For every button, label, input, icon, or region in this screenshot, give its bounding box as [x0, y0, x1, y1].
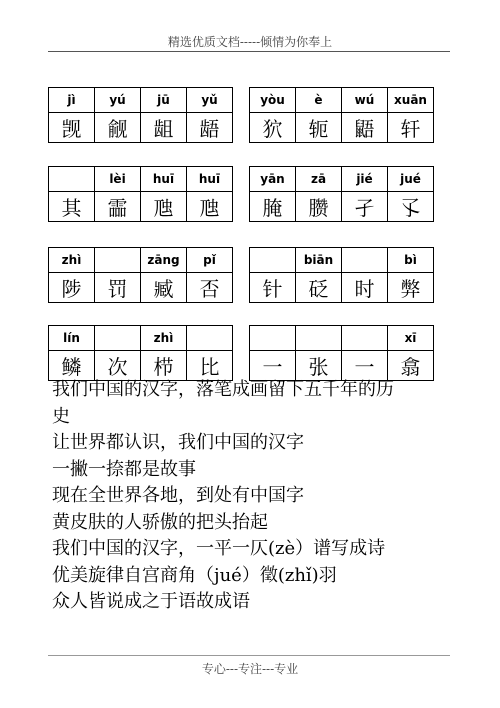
hanzi-cell: 鳞: [49, 351, 95, 381]
hanzi-cell: 狖: [250, 113, 296, 143]
table-row1-right: [249, 87, 434, 143]
hanzi-cell: 孑: [342, 192, 388, 222]
hanzi-cell: 轭: [296, 113, 342, 143]
pinyin-cell: bì: [388, 248, 434, 273]
hanzi-cell: 次: [95, 351, 141, 381]
table-row1-left: [48, 87, 233, 143]
hanzi-cell: 其: [49, 192, 95, 222]
page-footer: 专心---专注---专业: [201, 662, 299, 676]
pinyin-cell: yòu: [250, 88, 296, 113]
table-row2-left: [48, 166, 233, 222]
footer-divider: [48, 655, 450, 656]
pinyin-cell: jué: [388, 167, 434, 192]
pinyin-cell: [49, 167, 95, 192]
pinyin-cell: xuān: [388, 88, 434, 113]
hanzi-cell: 罚: [95, 273, 141, 303]
pinyin-cell: yān: [250, 167, 296, 192]
pinyin-cell: huī: [187, 167, 233, 192]
hanzi-cell: 腌: [250, 192, 296, 222]
pinyin-cell: jū: [141, 88, 187, 113]
hanzi-cell: 龉: [187, 113, 233, 143]
pinyin-cell: [95, 248, 141, 273]
table-row3-right: [249, 247, 434, 303]
hanzi-cell: 否: [187, 273, 233, 303]
hanzi-cell: 轩: [388, 113, 434, 143]
pinyin-cell: [250, 248, 296, 273]
pinyin-cell: wú: [342, 88, 388, 113]
hanzi-cell: 张: [296, 351, 342, 381]
pinyin-cell: [187, 326, 233, 351]
hanzi-cell: 时: [342, 273, 388, 303]
pinyin-cell: jì: [49, 88, 95, 113]
pinyin-cell: biān: [296, 248, 342, 273]
pinyin-cell: yú: [95, 88, 141, 113]
header-divider: [48, 51, 450, 52]
table-row4-left: [48, 325, 233, 381]
pinyin-cell: zā: [296, 167, 342, 192]
hanzi-cell: 臜: [296, 192, 342, 222]
lyric-line: 史: [52, 405, 70, 427]
pinyin-cell: [342, 248, 388, 273]
hanzi-cell: 孓: [388, 192, 434, 222]
lyric-line: 让世界都认识，我们中国的汉字: [52, 432, 304, 453]
table-row3-left: [48, 247, 233, 303]
hanzi-cell: 臧: [141, 273, 187, 303]
hanzi-cell: 比: [187, 351, 233, 381]
hanzi-cell: 龃: [141, 113, 187, 143]
hanzi-cell: 陟: [49, 273, 95, 303]
lyric-line: 众人皆说成之于语故成语: [52, 591, 250, 612]
pinyin-cell: zhì: [141, 326, 187, 351]
pinyin-cell: jié: [342, 167, 388, 192]
pinyin-cell: lèi: [95, 167, 141, 192]
hanzi-cell: 弊: [388, 273, 434, 303]
hanzi-cell: 翕: [388, 351, 434, 381]
hanzi-cell: 霝: [95, 192, 141, 222]
hanzi-cell: 砭: [296, 273, 342, 303]
table-row2-right: [249, 166, 434, 222]
hanzi-cell: 虺: [187, 192, 233, 222]
lyric-line: 黄皮肤的人骄傲的把头抬起: [52, 511, 268, 533]
pinyin-cell: è: [296, 88, 342, 113]
hanzi-cell: 觊: [49, 113, 95, 143]
hanzi-cell: 一: [342, 351, 388, 381]
pinyin-cell: [342, 326, 388, 351]
hanzi-cell: 觎: [95, 113, 141, 143]
hanzi-cell: 针: [250, 273, 296, 303]
pinyin-cell: yǔ: [187, 88, 233, 113]
pinyin-cell: [95, 326, 141, 351]
pinyin-cell: zāng: [141, 248, 187, 273]
lyric-line: 一撇一捺都是故事: [52, 458, 196, 480]
hanzi-cell: 鼯: [342, 113, 388, 143]
pinyin-cell: zhì: [49, 248, 95, 273]
lyric-line: 现在全世界各地，到处有中国字: [52, 485, 304, 506]
pinyin-cell: lín: [49, 326, 95, 351]
pinyin-cell: pǐ: [187, 248, 233, 273]
page-header: 精选优质文档-----倾情为你奉上: [167, 35, 333, 49]
hanzi-cell: 虺: [141, 192, 187, 222]
pinyin-cell: xī: [388, 326, 434, 351]
hanzi-cell: 一: [250, 351, 296, 381]
lyrics-text: [52, 377, 462, 616]
lyric-line: 我们中国的汉字，一平一仄(zè）谱写成诗: [52, 538, 386, 559]
table-row4-right: [249, 325, 434, 381]
hanzi-cell: 栉: [141, 351, 187, 381]
lyric-line: 优美旋律自宫商角（jué）徵(zhǐ)羽: [52, 564, 337, 586]
lyric-line: 我们中国的汉字，落笔成画留下五千年的历: [52, 379, 394, 400]
pinyin-cell: huī: [141, 167, 187, 192]
pinyin-cell: [250, 326, 296, 351]
pinyin-cell: [296, 326, 342, 351]
